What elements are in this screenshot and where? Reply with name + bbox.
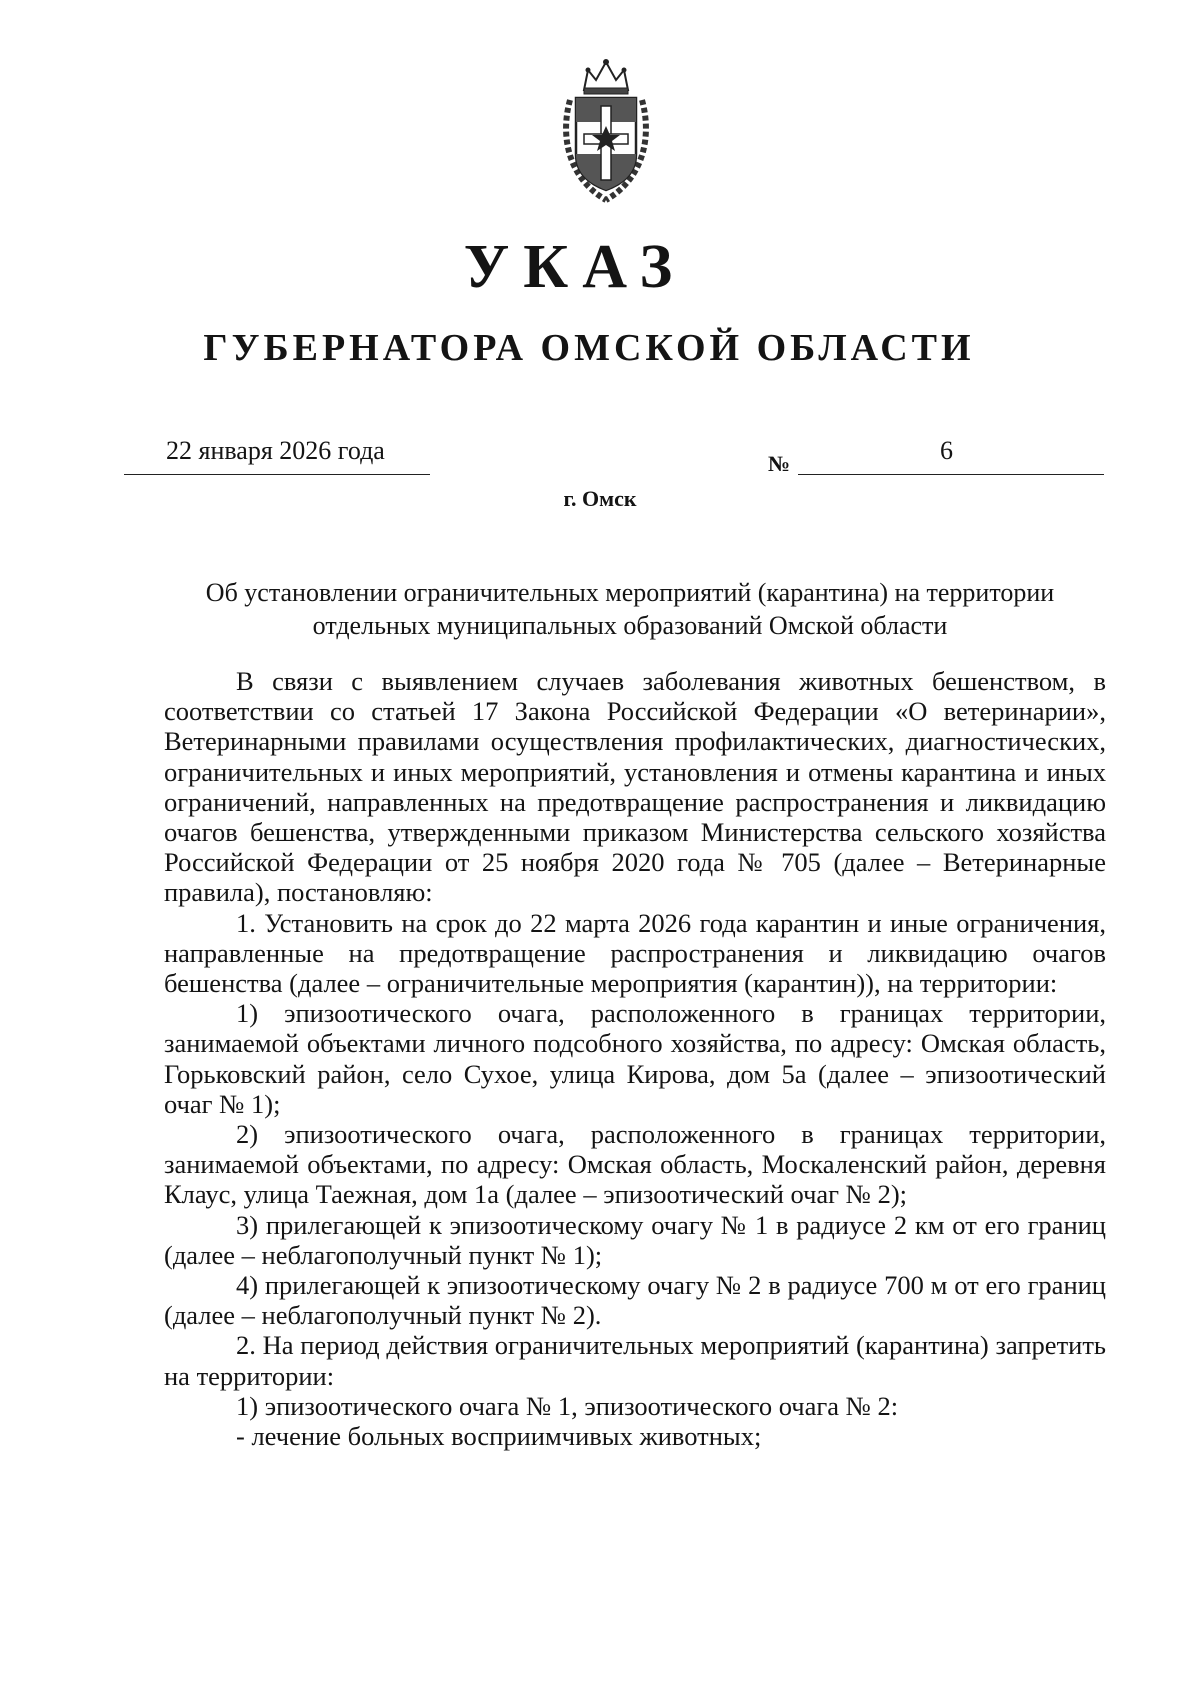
item-2-sub-1: 1) эпизоотического очага № 1, эпизоотического очага № 2:	[236, 1390, 899, 1421]
issuing-authority: ГУБЕРНАТОРА ОМСКОЙ ОБЛАСТИ	[203, 327, 975, 369]
place-of-issue: г. Омск	[563, 486, 637, 511]
decree-number: 6	[940, 436, 953, 465]
subject-line-2: отдельных муниципальных образований Омской области	[312, 611, 948, 640]
decree-date: 22 января 2026 года	[166, 436, 385, 465]
item-2: 2. На период действия ограничительных мероприятий (карантина) запретить на территории:	[164, 1330, 1106, 1391]
omsk-oblast-coat-of-arms-icon	[560, 56, 652, 204]
document-type-title: УКАЗ	[463, 233, 687, 301]
item-1: 1. Установить на срок до 22 марта 2026 года карантин и иные ограничения, направленные на предотвращение распространения и ликвидацию очагов бешенства (далее – ограничительные мероприятия (карантин)), на территории:	[164, 907, 1106, 999]
item-1-sub-1: 1) эпизоотического очага, расположенного в границах территории, занимаемой объектами личного подсобного хозяйства, по адресу: Омская область, Горьковский район, село Сухое, улица Кирова, дом 5а (далее – эпизоотический очаг № 1);	[164, 998, 1106, 1119]
subject-line-1: Об установлении ограничительных мероприятий (карантина) на территории	[205, 578, 1055, 607]
number-field	[798, 434, 1104, 475]
decree-body	[164, 666, 1106, 1451]
date-field	[124, 434, 430, 475]
item-2-sub-1-bullet-1: - лечение больных восприимчивых животных;	[236, 1421, 762, 1452]
decree-subject	[150, 576, 1110, 642]
item-1-sub-2: 2) эпизоотического очага, расположенного в границах территории, занимаемой объектами, по адресу: Омская область, Москаленский район, деревня Клаус, улица Таежная, дом 1а (далее – эпизоотический очаг № 2);	[164, 1119, 1106, 1210]
item-1-sub-3: 3) прилегающей к эпизоотическому очагу № 1 в радиусе 2 км от его границ (далее – неблагополучный пункт № 1);	[164, 1209, 1106, 1270]
item-1-sub-4: 4) прилегающей к эпизоотическому очагу № 2 в радиусе 700 м от его границ (далее – неблагополучный пункт № 2).	[164, 1270, 1106, 1331]
preamble-paragraph: В связи с выявлением случаев заболевания животных бешенством, в соответствии со статьей 17 Закона Российской Федерации «О ветеринарии», Ветеринарными правилами осуществления профилактических, диагностических, ограничительных и иных мероприятий, установления и отмены карантина и иных ограничений, направленных на предотвращение распространения и ликвидацию очагов бешенства, утвержденными приказом Министерства сельского хозяйства Российской Федерации от 25 ноября 2020 года № 705 (далее – Ветеринарные правила), постановляю:	[164, 666, 1106, 908]
number-sign: №	[768, 451, 791, 476]
